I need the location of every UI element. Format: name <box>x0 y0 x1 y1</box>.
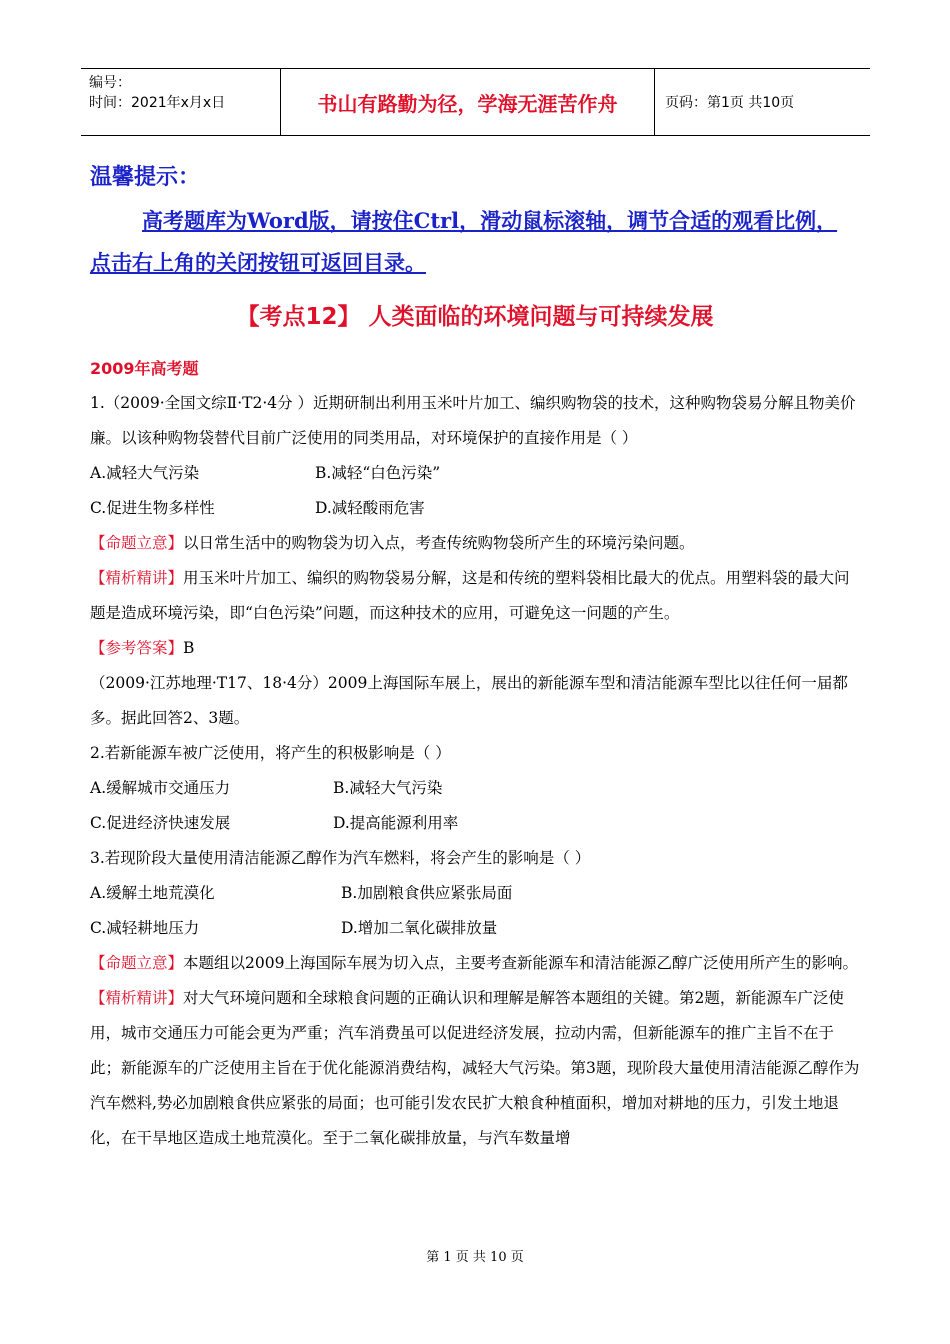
answer-text: B <box>183 639 195 657</box>
analysis-text: 用玉米叶片加工、编织的购物袋易分解，这是和传统的塑料袋相比最大的优点。用塑料袋的最大问题是造成环境污染，即“白色污染”问题，而这种技术的应用，可避免这一问题的产生。 <box>90 569 850 622</box>
analysis-text: 对大气环境问题和全球粮食问题的正确认识和理解是解答本题组的关键。第2题，新能源车广泛使用，城市交通压力可能会更为严重；汽车消费虽可以促进经济发展，拉动内需，但新能源车的推广主旨不在于此；新能源车的广泛使用主旨在于优化能源消费结构，减轻大气污染。第3题，现阶段大量使用清洁能源乙醇作为汽车燃料,势必加剧粮食供应紧张的局面；也可能引发农民扩大粮食种植面积，增加对耕地的压力，引发土地退化，在干旱地区造成土地荒漠化。至于二氧化碳排放量，与汽车数量增 <box>90 989 860 1147</box>
question-body <box>90 386 860 1156</box>
option-a: A.减轻大气污染 <box>90 464 200 482</box>
option-a: A.缓解土地荒漠化 <box>90 884 215 902</box>
question-3-options-cd <box>90 911 860 946</box>
code-label: 编号： <box>89 75 131 91</box>
question-3: 3.若现阶段大量使用清洁能源乙醇作为汽车燃料，将会产生的影响是（ ） <box>90 849 591 867</box>
option-c: C.促进生物多样性 <box>90 499 215 517</box>
tip-body[interactable] <box>90 200 850 284</box>
question-1-intent <box>90 526 860 561</box>
date-label: 时间：2021年x月x日 <box>89 95 226 111</box>
question-1-analysis <box>90 561 860 631</box>
page-header <box>81 68 870 136</box>
question-2-3-intent <box>90 946 860 981</box>
intent-tag: 【命题立意】 <box>90 954 184 972</box>
option-c: C.促进经济快速发展 <box>90 814 231 832</box>
page-footer: 第 1 页 共 10 页 <box>426 1250 524 1265</box>
question-2-options-cd <box>90 806 860 841</box>
question-2-3-analysis <box>90 981 860 1156</box>
section-title: 2009年高考题 <box>90 359 199 378</box>
question-2-options-ab <box>90 771 860 806</box>
intent-tag: 【命题立意】 <box>90 534 184 552</box>
tip-link[interactable]: 高考题库为Word版，请按住Ctrl，滑动鼠标滚轴，调节合适的观看比例，点击右上角的关闭按钮可返回目录。 <box>90 208 838 275</box>
header-meta <box>81 69 281 135</box>
option-d: D.增加二氧化碳排放量 <box>341 919 498 937</box>
question-1-answer <box>90 631 860 666</box>
answer-tag: 【参考答案】 <box>90 639 184 657</box>
option-c: C.减轻耕地压力 <box>90 919 200 937</box>
question-1: 1.（2009·全国文综Ⅱ·T2·4分 ）近期研制出利用玉米叶片加工、编织购物袋的技术，这种购物袋易分解且物美价廉。以该种购物袋替代目前广泛使用的同类用品，对环境保护的直接作用是（ ） <box>90 394 856 447</box>
analysis-tag: 【精析精讲】 <box>90 569 184 587</box>
tip-title: 温馨提示： <box>90 164 201 190</box>
question-2-3-intro: （2009·江苏地理·T17、18·4分）2009上海国际车展上，展出的新能源车型和清洁能源车型比以往任何一届都多。据此回答2、3题。 <box>90 674 848 727</box>
option-d: D.提高能源利用率 <box>333 814 459 832</box>
analysis-tag: 【精析精讲】 <box>90 989 184 1007</box>
question-2: 2.若新能源车被广泛使用，将产生的积极影响是（ ） <box>90 744 451 762</box>
option-d: D.减轻酸雨危害 <box>315 499 425 517</box>
topic-title: 【考点12】 人类面临的环境问题与可持续发展 <box>236 304 714 330</box>
option-a: A.缓解城市交通压力 <box>90 779 231 797</box>
header-page-info: 页码：第1页 共10页 <box>665 95 795 111</box>
question-1-options-ab <box>90 456 860 491</box>
intent-text: 以日常生活中的购物袋为切入点，考查传统购物袋所产生的环境污染问题。 <box>183 534 695 552</box>
option-b: B.减轻大气污染 <box>333 779 443 797</box>
option-b: B.减轻“白色污染” <box>315 464 441 482</box>
question-3-options-ab <box>90 876 860 911</box>
intent-text: 本题组以2009上海国际车展为切入点，主要考查新能源车和清洁能源乙醇广泛使用所产生的影响。 <box>183 954 858 972</box>
option-b: B.加剧粮食供应紧张局面 <box>341 884 513 902</box>
header-motto: 书山有路勤为径，学海无涯苦作舟 <box>281 69 655 135</box>
question-1-options-cd <box>90 491 860 526</box>
